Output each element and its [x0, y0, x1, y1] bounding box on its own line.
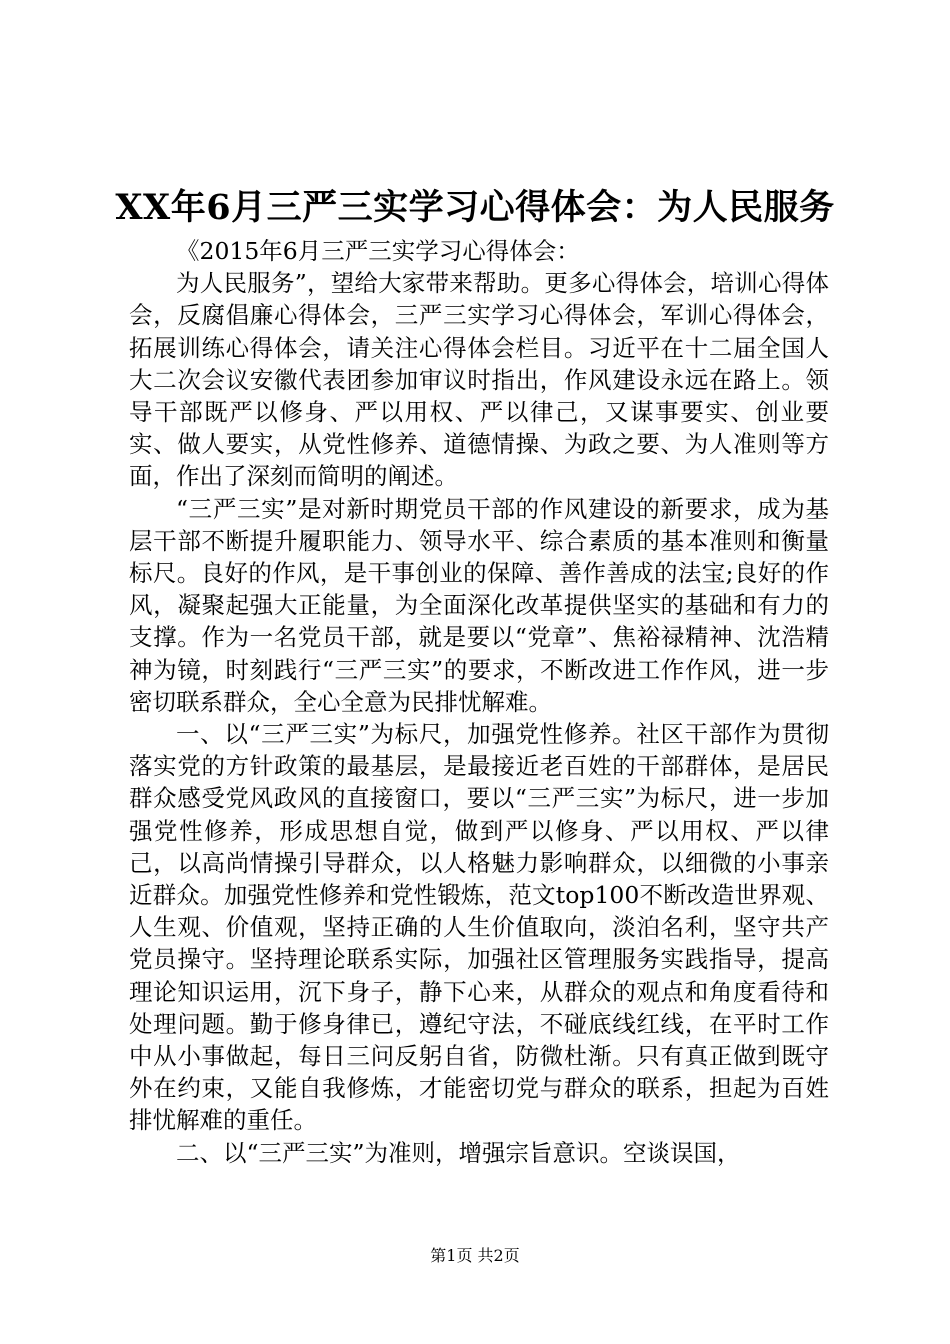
document-body [129, 235, 829, 1169]
paragraph-intro: 《2015年6月三严三实学习心得体会： [176, 237, 580, 265]
paragraph-overview: 为人民服务”，望给大家带来帮助。更多心得体会，培训心得体会，反腐倡廉心得体会，三严三实学习心得体会，军训心得体会，拓展训练心得体会，请关注心得体会栏目。习近平在十二届全国人大二次会议安徽代表团参加审议时指出，作风建设永远在路上。领导干部既严以修身、严以用权、严以律己，又谋事要实、创业要实、做人要实，从党性修养、道德情操、为政之要、为人准则等方面，作出了深刻而简明的阐述。 [129, 269, 829, 491]
page-number-footer: 第1页 共2页 [430, 1246, 520, 1265]
paragraph-section-one: 一、以“三严三实”为标尺，加强党性修养。社区干部作为贯彻落实党的方针政策的最基层，是最接近老百姓的干部群体，是居民群众感受党风政风的直接窗口，要以“三严三实”为标尺，进一步加强党性修养，形成思想自觉，做到严以修身、严以用权、严以律己，以高尚情操引导群众，以人格魅力影响群众，以细微的小事亲近群众。加强党性修养和党性锻炼，范文top100不断改造世界观、人生观、价值观，坚持正确的人生价值取向，淡泊名利，坚守共产党员操守。坚持理论联系实际，加强社区管理服务实践指导，提高理论知识运用，沉下身子，静下心来，从群众的观点和角度看待和处理问题。勤于修身律已，遵纪守法，不碰底线红线，在平时工作中从小事做起，每日三问反躬自省，防微杜渐。只有真正做到既守外在约束，又能自我修炼，才能密切党与群众的联系，担起为百姓排忧解难的重任。 [129, 720, 829, 1135]
paragraph-requirements: “三严三实”是对新时期党员干部的作风建设的新要求，成为基层干部不断提升履职能力、领导水平、综合素质的基本准则和衡量标尺。良好的作风，是干事创业的保障、善作善成的法宝;良好的作风，凝聚起强大正能量，为全面深化改革提供坚实的基础和有力的支撑。作为一名党员干部，就是要以“党章”、焦裕禄精神、沈浩精神为镜，时刻践行“三严三实”的要求，不断改进工作作风，进一步密切联系群众，全心全意为民排忧解难。 [129, 494, 829, 716]
paragraph-section-two: 二、以“三严三实”为准则，增强宗旨意识。空谈误国， [176, 1138, 741, 1167]
document-title: XX年6月三严三实学习心得体会：为人民服务 [115, 187, 835, 228]
